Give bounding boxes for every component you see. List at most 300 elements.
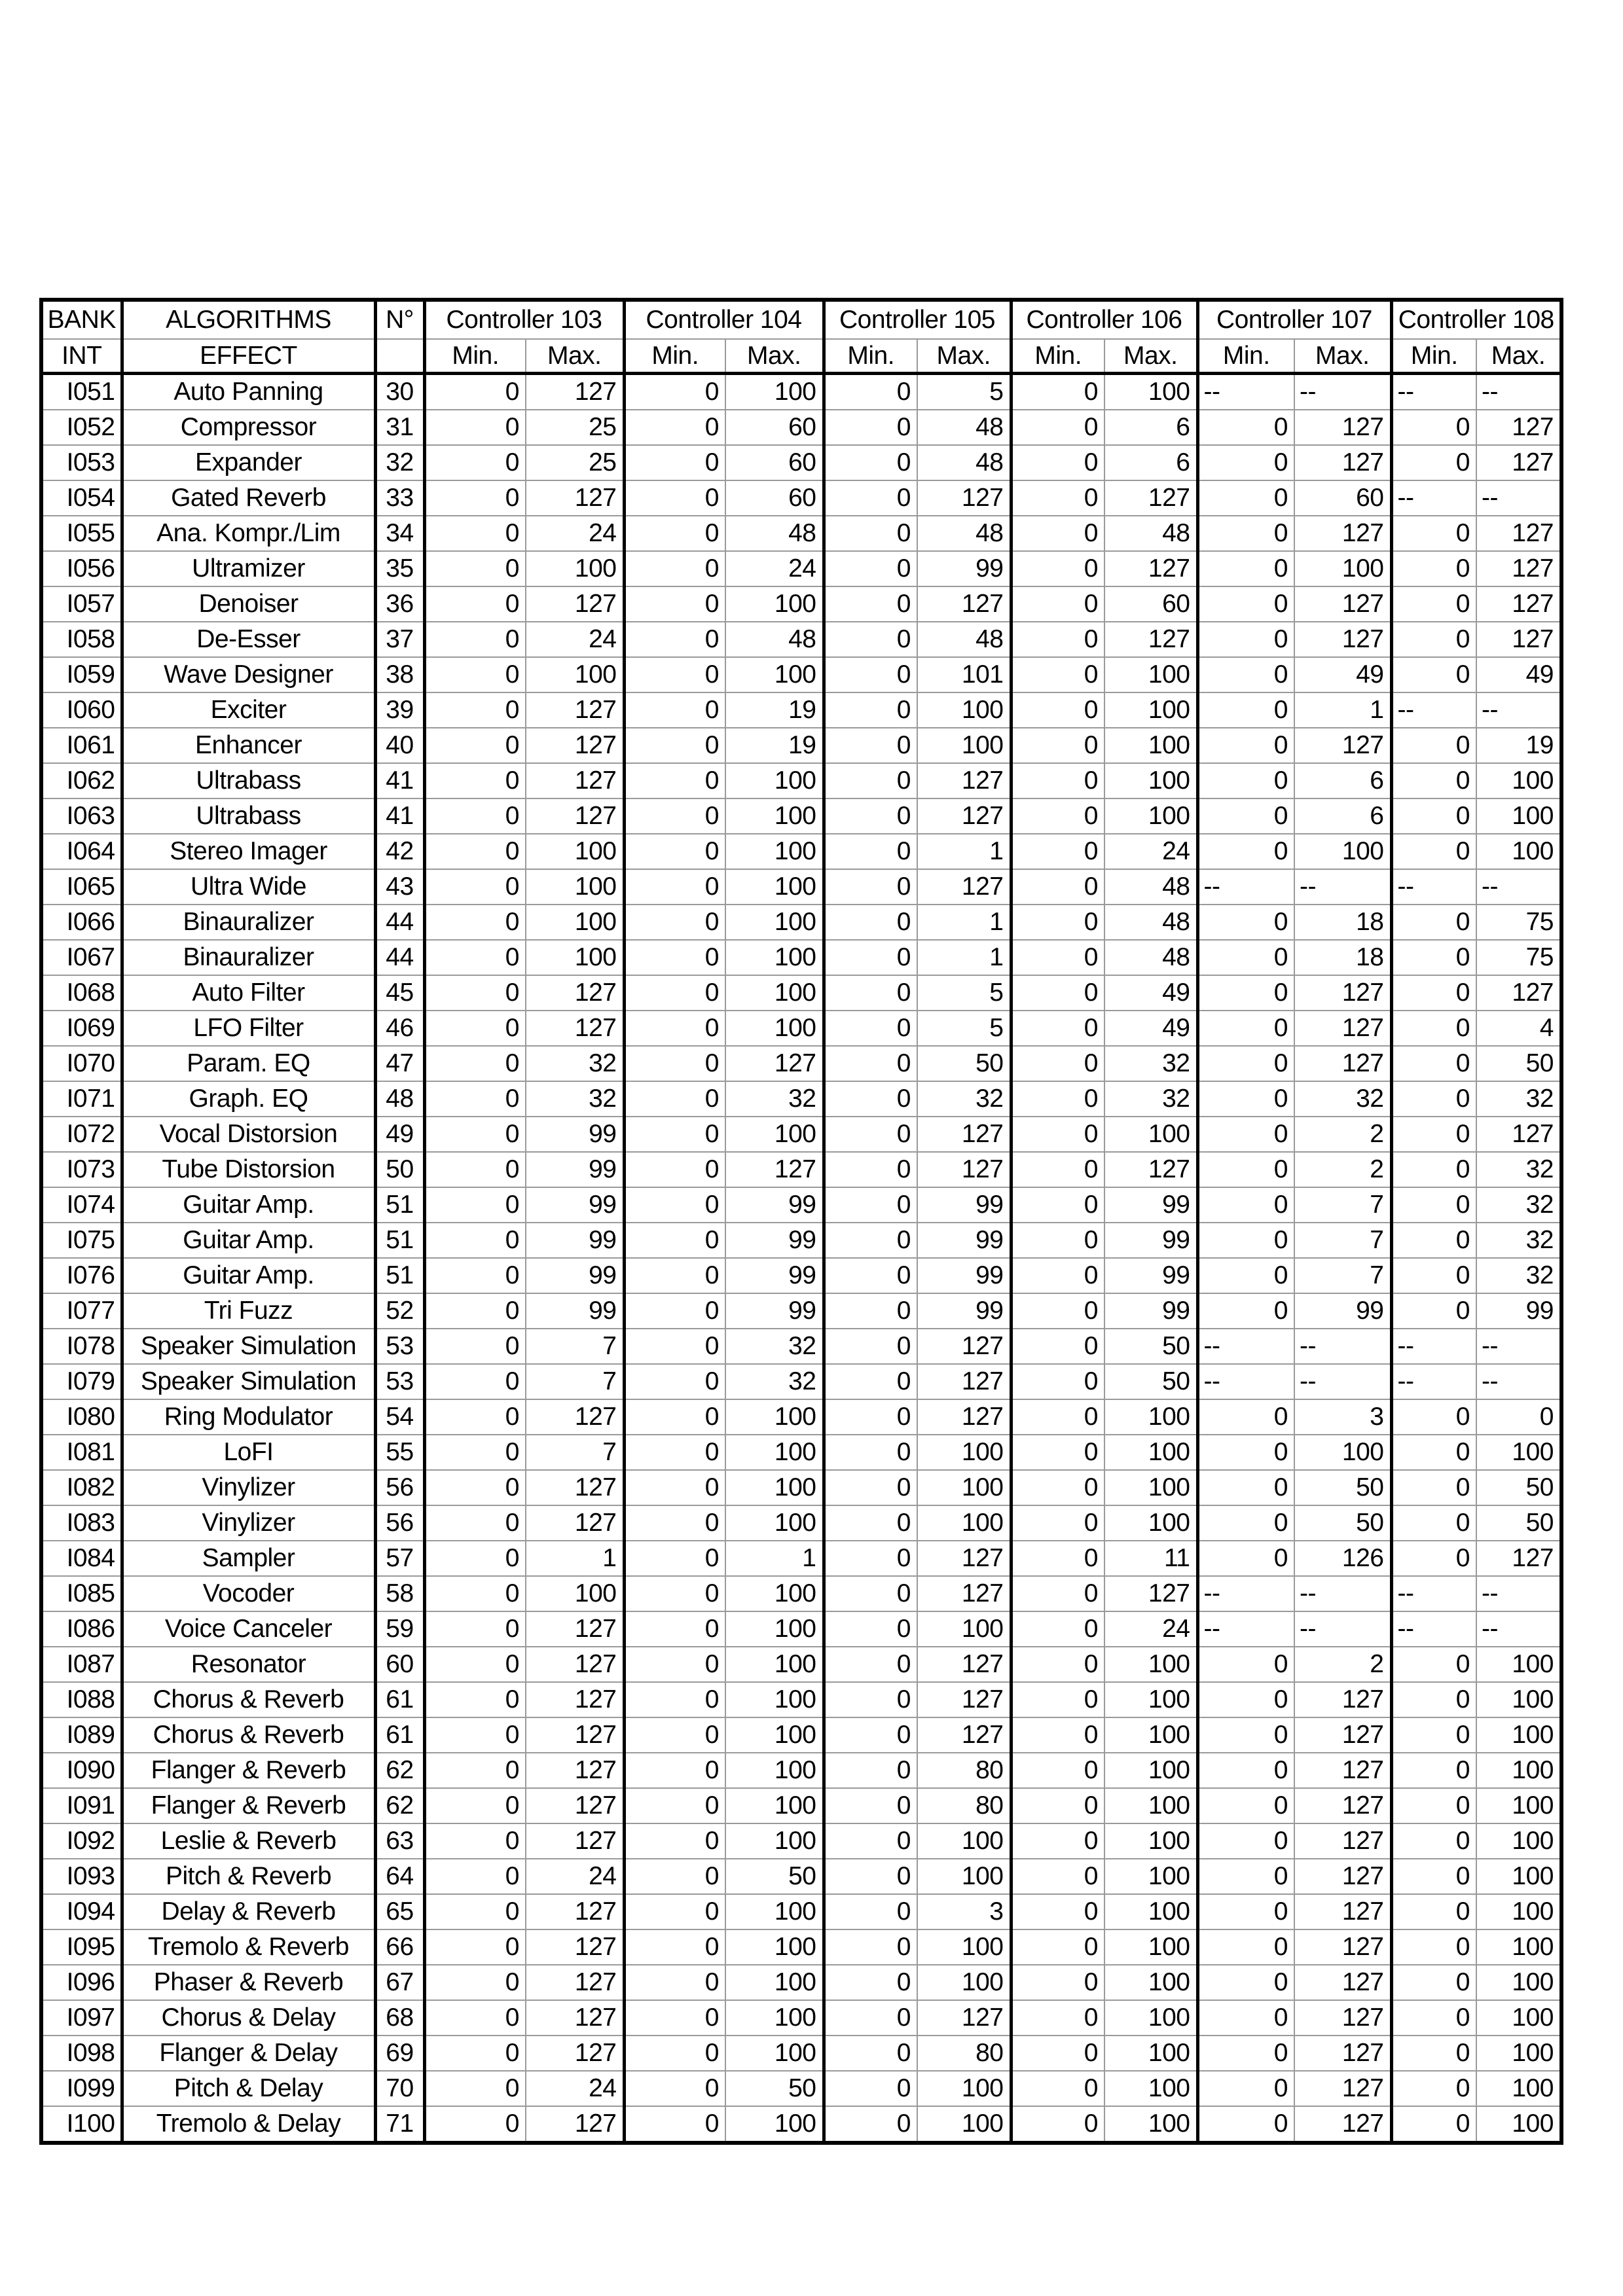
max-value-cell: 100 <box>1104 798 1197 834</box>
max-value-cell: 127 <box>526 2000 624 2036</box>
min-value-cell: 0 <box>1197 480 1294 516</box>
min-value-cell: 0 <box>1011 2071 1104 2106</box>
min-value-cell: 0 <box>824 1965 917 2000</box>
min-value-cell: 0 <box>624 763 725 798</box>
min-value-cell: 0 <box>1391 622 1476 657</box>
min-value-cell: 0 <box>1197 622 1294 657</box>
max-value-cell: 100 <box>1476 2000 1561 2036</box>
min-value-cell: 0 <box>1197 1541 1294 1576</box>
min-value-cell: 0 <box>1011 1611 1104 1647</box>
min-value-cell: 0 <box>624 1682 725 1717</box>
effect-cell: Pitch & Reverb <box>122 1859 375 1894</box>
min-value-cell: 0 <box>824 975 917 1011</box>
min-value-cell: -- <box>1391 374 1476 410</box>
min-value-cell: 0 <box>824 586 917 622</box>
min-value-cell: 0 <box>424 2036 526 2071</box>
min-value-cell: 0 <box>1391 1753 1476 1788</box>
number-cell: 57 <box>375 1541 424 1576</box>
min-value-cell: 0 <box>424 1682 526 1717</box>
max-value-cell: 127 <box>1294 1046 1391 1081</box>
max-value-cell: 127 <box>917 1541 1011 1576</box>
max-value-cell: 48 <box>1104 940 1197 975</box>
max-value-cell: 100 <box>1104 1117 1197 1152</box>
min-value-cell: 0 <box>1391 516 1476 551</box>
number-cell: 32 <box>375 445 424 480</box>
max-value-cell: 7 <box>526 1364 624 1399</box>
min-value-cell: 0 <box>424 1011 526 1046</box>
table-row <box>41 834 1561 869</box>
max-value-cell: 100 <box>1476 1929 1561 1965</box>
max-value-cell: 127 <box>1104 1576 1197 1611</box>
min-value-cell: 0 <box>624 1541 725 1576</box>
min-value-cell: 0 <box>424 1576 526 1611</box>
max-value-cell: 127 <box>917 1717 1011 1753</box>
min-value-cell: 0 <box>624 1117 725 1152</box>
min-value-cell: 0 <box>1391 410 1476 445</box>
min-value-cell: 0 <box>424 551 526 586</box>
max-value-cell: 100 <box>1104 1965 1197 2000</box>
min-value-cell: 0 <box>1197 798 1294 834</box>
max-value-cell: -- <box>1294 869 1391 905</box>
min-value-cell: 0 <box>1197 728 1294 763</box>
table-row <box>41 374 1561 410</box>
min-value-cell: 0 <box>424 975 526 1011</box>
min-value-cell: -- <box>1391 1611 1476 1647</box>
min-value-cell: 0 <box>624 728 725 763</box>
max-value-cell: 100 <box>725 798 824 834</box>
max-value-cell: 100 <box>917 1929 1011 1965</box>
min-value-cell: 0 <box>1197 1470 1294 1505</box>
min-value-cell: 0 <box>424 1117 526 1152</box>
min-value-cell: 0 <box>824 1505 917 1541</box>
max-value-cell: 32 <box>1294 1081 1391 1117</box>
min-value-cell: 0 <box>1197 516 1294 551</box>
min-value-cell: 0 <box>824 798 917 834</box>
table-row <box>41 1647 1561 1682</box>
max-value-cell: 127 <box>1104 1152 1197 1187</box>
table-row <box>41 1223 1561 1258</box>
max-value-cell: 127 <box>1294 1929 1391 1965</box>
min-value-cell: 0 <box>424 516 526 551</box>
max-value-cell: 100 <box>917 1965 1011 2000</box>
max-value-cell: 60 <box>725 445 824 480</box>
min-value-cell: 0 <box>824 1399 917 1435</box>
max-value-cell: 127 <box>526 480 624 516</box>
number-cell: 43 <box>375 869 424 905</box>
max-value-cell: 60 <box>1294 480 1391 516</box>
max-value-cell: 100 <box>725 1894 824 1929</box>
max-value-cell: 1 <box>526 1541 624 1576</box>
min-value-cell: 0 <box>824 516 917 551</box>
bank-cell: I073 <box>41 1152 122 1187</box>
max-value-cell: 127 <box>526 1470 624 1505</box>
bank-cell: I100 <box>41 2106 122 2143</box>
max-value-cell: 127 <box>526 1788 624 1823</box>
max-value-cell: 127 <box>917 1152 1011 1187</box>
min-value-cell: 0 <box>824 1576 917 1611</box>
max-value-cell: 18 <box>1294 940 1391 975</box>
number-cell: 31 <box>375 410 424 445</box>
min-value-cell: 0 <box>424 1541 526 1576</box>
number-cell: 35 <box>375 551 424 586</box>
header-c103-max: Max. <box>526 339 624 374</box>
bank-cell: I094 <box>41 1894 122 1929</box>
min-value-cell: 0 <box>624 516 725 551</box>
min-value-cell: 0 <box>824 1788 917 1823</box>
table-row <box>41 2106 1561 2143</box>
effect-cell: Chorus & Delay <box>122 2000 375 2036</box>
max-value-cell: 100 <box>1104 1505 1197 1541</box>
header-c105-min: Min. <box>824 339 917 374</box>
table-row <box>41 1717 1561 1753</box>
min-value-cell: 0 <box>1011 1717 1104 1753</box>
max-value-cell: 6 <box>1104 410 1197 445</box>
bank-cell: I090 <box>41 1753 122 1788</box>
min-value-cell: 0 <box>1197 975 1294 1011</box>
min-value-cell: 0 <box>1011 1223 1104 1258</box>
effect-cell: Delay & Reverb <box>122 1894 375 1929</box>
table-row <box>41 940 1561 975</box>
min-value-cell: 0 <box>1197 1223 1294 1258</box>
min-value-cell: 0 <box>624 1152 725 1187</box>
min-value-cell: 0 <box>624 1046 725 1081</box>
min-value-cell: 0 <box>1197 1399 1294 1435</box>
table-body <box>41 374 1561 2144</box>
effect-cell: Speaker Simulation <box>122 1329 375 1364</box>
min-value-cell: 0 <box>1011 1753 1104 1788</box>
min-value-cell: 0 <box>1011 1647 1104 1682</box>
header-effect: EFFECT <box>122 339 375 374</box>
table-row <box>41 1929 1561 1965</box>
max-value-cell: 100 <box>1104 692 1197 728</box>
max-value-cell: 100 <box>725 1823 824 1859</box>
number-cell: 44 <box>375 905 424 940</box>
max-value-cell: 127 <box>1476 410 1561 445</box>
min-value-cell: 0 <box>824 1541 917 1576</box>
effect-cell: Guitar Amp. <box>122 1258 375 1293</box>
max-value-cell: 100 <box>1476 1682 1561 1717</box>
max-value-cell: 32 <box>725 1329 824 1364</box>
min-value-cell: 0 <box>624 1435 725 1470</box>
min-value-cell: 0 <box>1011 410 1104 445</box>
max-value-cell: 25 <box>526 410 624 445</box>
number-cell: 50 <box>375 1152 424 1187</box>
max-value-cell: 127 <box>917 869 1011 905</box>
max-value-cell: 127 <box>1294 1823 1391 1859</box>
table-row <box>41 728 1561 763</box>
table-row <box>41 1823 1561 1859</box>
min-value-cell: 0 <box>424 657 526 692</box>
max-value-cell: 75 <box>1476 905 1561 940</box>
max-value-cell: 99 <box>1104 1223 1197 1258</box>
number-cell: 66 <box>375 1929 424 1965</box>
min-value-cell: 0 <box>424 2106 526 2143</box>
max-value-cell: 1 <box>917 905 1011 940</box>
max-value-cell: 50 <box>1294 1505 1391 1541</box>
max-value-cell: 100 <box>725 1682 824 1717</box>
bank-cell: I051 <box>41 374 122 410</box>
max-value-cell: 50 <box>917 1046 1011 1081</box>
min-value-cell: 0 <box>824 940 917 975</box>
table-row <box>41 1293 1561 1329</box>
max-value-cell: 100 <box>917 728 1011 763</box>
max-value-cell: 127 <box>526 1823 624 1859</box>
max-value-cell: 100 <box>917 1435 1011 1470</box>
number-cell: 41 <box>375 798 424 834</box>
table-row <box>41 1894 1561 1929</box>
max-value-cell: 127 <box>526 975 624 1011</box>
effect-cell: LFO Filter <box>122 1011 375 1046</box>
min-value-cell: -- <box>1197 869 1294 905</box>
max-value-cell: 50 <box>1476 1505 1561 1541</box>
min-value-cell: 0 <box>824 2071 917 2106</box>
max-value-cell: 127 <box>1294 1859 1391 1894</box>
min-value-cell: 0 <box>624 586 725 622</box>
min-value-cell: 0 <box>424 445 526 480</box>
max-value-cell: 127 <box>526 1399 624 1435</box>
header-c106-max: Max. <box>1104 339 1197 374</box>
max-value-cell: 100 <box>725 975 824 1011</box>
max-value-cell: 100 <box>1104 374 1197 410</box>
max-value-cell: 24 <box>725 551 824 586</box>
min-value-cell: 0 <box>1197 1293 1294 1329</box>
min-value-cell: 0 <box>424 1046 526 1081</box>
effect-cell: Ultrabass <box>122 763 375 798</box>
min-value-cell: 0 <box>1391 728 1476 763</box>
effect-cell: Guitar Amp. <box>122 1223 375 1258</box>
max-value-cell: 99 <box>526 1152 624 1187</box>
max-value-cell: 127 <box>526 1647 624 1682</box>
max-value-cell: 100 <box>526 869 624 905</box>
table-row <box>41 1576 1561 1611</box>
header-c104-min: Min. <box>624 339 725 374</box>
min-value-cell: 0 <box>1391 1929 1476 1965</box>
min-value-cell: 0 <box>1391 2000 1476 2036</box>
number-cell: 34 <box>375 516 424 551</box>
bank-cell: I097 <box>41 2000 122 2036</box>
table-row <box>41 622 1561 657</box>
min-value-cell: 0 <box>1011 622 1104 657</box>
min-value-cell: 0 <box>424 1223 526 1258</box>
max-value-cell: 127 <box>526 1611 624 1647</box>
min-value-cell: 0 <box>824 1223 917 1258</box>
min-value-cell: 0 <box>1391 2106 1476 2143</box>
min-value-cell: 0 <box>1011 975 1104 1011</box>
max-value-cell: 99 <box>526 1258 624 1293</box>
max-value-cell: 80 <box>917 1788 1011 1823</box>
max-value-cell: 99 <box>526 1293 624 1329</box>
min-value-cell: 0 <box>1197 1682 1294 1717</box>
min-value-cell: 0 <box>424 1258 526 1293</box>
min-value-cell: 0 <box>1197 410 1294 445</box>
table-row <box>41 1505 1561 1541</box>
table-row <box>41 1117 1561 1152</box>
max-value-cell: 50 <box>1104 1364 1197 1399</box>
min-value-cell: 0 <box>1391 834 1476 869</box>
bank-cell: I055 <box>41 516 122 551</box>
max-value-cell: 48 <box>1104 905 1197 940</box>
bank-cell: I084 <box>41 1541 122 1576</box>
header-controller-103: Controller 103 <box>424 300 624 339</box>
min-value-cell: 0 <box>624 1576 725 1611</box>
min-value-cell: 0 <box>424 1929 526 1965</box>
min-value-cell: 0 <box>1011 1576 1104 1611</box>
min-value-cell: 0 <box>1011 1682 1104 1717</box>
max-value-cell: 19 <box>1476 728 1561 763</box>
max-value-cell: 100 <box>725 905 824 940</box>
min-value-cell: 0 <box>624 622 725 657</box>
table-row <box>41 516 1561 551</box>
max-value-cell: 127 <box>1294 1894 1391 1929</box>
max-value-cell: -- <box>1294 374 1391 410</box>
number-cell: 46 <box>375 1011 424 1046</box>
min-value-cell: 0 <box>1197 1046 1294 1081</box>
effect-cell: Param. EQ <box>122 1046 375 1081</box>
min-value-cell: 0 <box>1011 1152 1104 1187</box>
max-value-cell: 100 <box>725 1611 824 1647</box>
effect-cell: Flanger & Reverb <box>122 1753 375 1788</box>
min-value-cell: 0 <box>624 1187 725 1223</box>
max-value-cell: 25 <box>526 445 624 480</box>
header-c108-min: Min. <box>1391 339 1476 374</box>
max-value-cell: 99 <box>725 1293 824 1329</box>
header-algorithms: ALGORITHMS <box>122 300 375 339</box>
max-value-cell: 100 <box>1476 1717 1561 1753</box>
max-value-cell: 99 <box>1104 1187 1197 1223</box>
table-row <box>41 1859 1561 1894</box>
max-value-cell: -- <box>1476 692 1561 728</box>
max-value-cell: 1 <box>917 834 1011 869</box>
effect-cell: Ultramizer <box>122 551 375 586</box>
max-value-cell: 4 <box>1476 1011 1561 1046</box>
min-value-cell: 0 <box>1011 1470 1104 1505</box>
max-value-cell: 100 <box>1476 2071 1561 2106</box>
max-value-cell: 100 <box>1104 728 1197 763</box>
effect-cell: Sampler <box>122 1541 375 1576</box>
header-c106-min: Min. <box>1011 339 1104 374</box>
min-value-cell: 0 <box>824 410 917 445</box>
effect-cell: Flanger & Delay <box>122 2036 375 2071</box>
min-value-cell: 0 <box>424 1329 526 1364</box>
max-value-cell: -- <box>1476 869 1561 905</box>
bank-cell: I052 <box>41 410 122 445</box>
max-value-cell: 127 <box>526 1717 624 1753</box>
max-value-cell: 127 <box>1476 1541 1561 1576</box>
effect-cell: Tremolo & Reverb <box>122 1929 375 1965</box>
bank-cell: I076 <box>41 1258 122 1293</box>
min-value-cell: 0 <box>1391 798 1476 834</box>
bank-cell: I062 <box>41 763 122 798</box>
min-value-cell: 0 <box>1011 1505 1104 1541</box>
bank-cell: I066 <box>41 905 122 940</box>
number-cell: 68 <box>375 2000 424 2036</box>
bank-cell: I088 <box>41 1682 122 1717</box>
max-value-cell: 100 <box>725 1576 824 1611</box>
max-value-cell: 48 <box>725 622 824 657</box>
min-value-cell: 0 <box>624 834 725 869</box>
min-value-cell: 0 <box>1197 657 1294 692</box>
max-value-cell: 127 <box>917 1117 1011 1152</box>
min-value-cell: 0 <box>1391 1541 1476 1576</box>
table-row <box>41 480 1561 516</box>
min-value-cell: 0 <box>824 1152 917 1187</box>
max-value-cell: 32 <box>1476 1152 1561 1187</box>
number-cell: 36 <box>375 586 424 622</box>
effect-cell: Tremolo & Delay <box>122 2106 375 2143</box>
number-cell: 38 <box>375 657 424 692</box>
max-value-cell: 100 <box>1104 1753 1197 1788</box>
min-value-cell: 0 <box>824 2000 917 2036</box>
effect-cell: Voice Canceler <box>122 1611 375 1647</box>
max-value-cell: 100 <box>917 1505 1011 1541</box>
header-row-top <box>41 300 1561 339</box>
table-row <box>41 1435 1561 1470</box>
max-value-cell: 99 <box>526 1117 624 1152</box>
min-value-cell: 0 <box>1391 1505 1476 1541</box>
bank-cell: I075 <box>41 1223 122 1258</box>
min-value-cell: 0 <box>424 763 526 798</box>
max-value-cell: 60 <box>1104 586 1197 622</box>
min-value-cell: -- <box>1197 1329 1294 1364</box>
max-value-cell: 100 <box>1476 1435 1561 1470</box>
table-row <box>41 1399 1561 1435</box>
max-value-cell: 100 <box>1476 763 1561 798</box>
min-value-cell: 0 <box>1011 1859 1104 1894</box>
max-value-cell: -- <box>1294 1329 1391 1364</box>
min-value-cell: 0 <box>624 1470 725 1505</box>
bank-cell: I059 <box>41 657 122 692</box>
min-value-cell: 0 <box>424 1152 526 1187</box>
number-cell: 58 <box>375 1576 424 1611</box>
max-value-cell: 100 <box>917 1823 1011 1859</box>
bank-cell: I063 <box>41 798 122 834</box>
max-value-cell: 100 <box>917 2106 1011 2143</box>
min-value-cell: -- <box>1197 1611 1294 1647</box>
max-value-cell: 48 <box>725 516 824 551</box>
max-value-cell: 100 <box>725 1435 824 1470</box>
number-cell: 47 <box>375 1046 424 1081</box>
max-value-cell: 19 <box>725 728 824 763</box>
header-c107-max: Max. <box>1294 339 1391 374</box>
min-value-cell: 0 <box>1391 1223 1476 1258</box>
max-value-cell: -- <box>1294 1364 1391 1399</box>
table-row <box>41 692 1561 728</box>
max-value-cell: 127 <box>1294 2036 1391 2071</box>
max-value-cell: 100 <box>725 2106 824 2143</box>
effect-cell: Guitar Amp. <box>122 1187 375 1223</box>
bank-cell: I083 <box>41 1505 122 1541</box>
bank-cell: I053 <box>41 445 122 480</box>
table-row <box>41 1011 1561 1046</box>
min-value-cell: 0 <box>624 1011 725 1046</box>
min-value-cell: 0 <box>824 1435 917 1470</box>
min-value-cell: 0 <box>824 2036 917 2071</box>
max-value-cell: 75 <box>1476 940 1561 975</box>
table-row <box>41 2000 1561 2036</box>
max-value-cell: 3 <box>1294 1399 1391 1435</box>
max-value-cell: 24 <box>526 1859 624 1894</box>
min-value-cell: 0 <box>1197 1823 1294 1859</box>
min-value-cell: 0 <box>1391 1152 1476 1187</box>
min-value-cell: 0 <box>824 692 917 728</box>
max-value-cell: 100 <box>526 657 624 692</box>
min-value-cell: 0 <box>1197 1187 1294 1223</box>
min-value-cell: 0 <box>424 1894 526 1929</box>
min-value-cell: 0 <box>1391 763 1476 798</box>
header-row-bottom <box>41 339 1561 374</box>
min-value-cell: 0 <box>1197 1258 1294 1293</box>
min-value-cell: 0 <box>1391 2036 1476 2071</box>
